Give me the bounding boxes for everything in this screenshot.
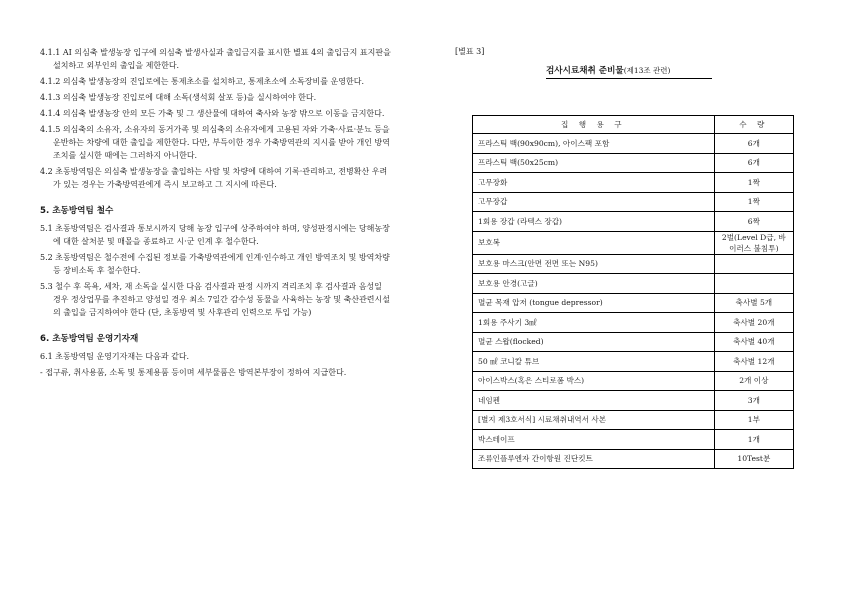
item-cell: 조류인플루엔자 간이항원 진단킷트 [473, 449, 715, 469]
paragraph: 5.2 초동방역팀은 철수전에 수집된 정보를 가축방역관에게 인계·인수하고 개인 방역조치 및 방역차량 등 장비소독 후 철수한다. [40, 253, 390, 275]
item-cell: 보호용 안경(고글) [473, 274, 715, 294]
paragraph: 6.1 초동방역팀 운영기자재는 다음과 같다. [40, 352, 190, 361]
table-caption [546, 64, 670, 76]
item-cell: 보호용 마스크(안면 전면 또는 N95) [473, 254, 715, 274]
paragraph: 5.3 철수 후 목욕, 세차, 재 소독을 실시한 다음 검사결과 판정 시까지 격리조치 후 검사결과 음성일 경우 정상업무를 추진하고 양성일 경우 최소 7일간 감수성 동물을 사육하는 농장 및 축산관련시설의 출입을 금지하여야 한다 (단, 초동방역 및 사후관리 인력으로 투입 가능) [40, 282, 390, 317]
paragraph: - 접구류, 취사용품, 소독 및 통제용품 등이며 세부물품은 방역본부장이 정하여 지급한다. [40, 368, 347, 377]
caption-main: 검사시료채취 준비물 [546, 66, 624, 76]
item-cell: 박스테이프 [473, 430, 715, 450]
qty-cell: 6짝 [714, 212, 793, 232]
qty-cell: 1부 [714, 410, 793, 430]
item-cell: 고무장갑 [473, 192, 715, 212]
qty-cell: 축사별 5개 [714, 293, 793, 313]
qty-cell: 축사별 20개 [714, 313, 793, 333]
item-cell: 프라스틱 백(90x90cm), 아이스팩 포함 [473, 134, 715, 154]
item-cell: 1회용 장갑 (라텍스 장갑) [473, 212, 715, 232]
qty-cell: 1짝 [714, 173, 793, 193]
left-column [40, 46, 392, 382]
qty-cell: 3개 [714, 391, 793, 411]
caption-underline [546, 78, 712, 79]
table-row [473, 332, 794, 352]
qty-cell: 1개 [714, 430, 793, 450]
table-row [473, 254, 794, 274]
supplies-table [472, 115, 794, 469]
item-cell: 고무장화 [473, 173, 715, 193]
paragraph: 5.1 초동방역팀은 검사결과 통보시까지 당해 농장 입구에 상주하여야 하며, 양성판정시에는 당해농장에 대한 살처분 및 매몰을 종료하고 시·군 인계 후 철수한다. [40, 224, 390, 246]
table-row [473, 391, 794, 411]
table-row [473, 410, 794, 430]
qty-cell [714, 274, 793, 294]
qty-cell: 축사별 40개 [714, 332, 793, 352]
header-item: 집 행 용 구 [473, 116, 715, 134]
qty-cell: 1짝 [714, 192, 793, 212]
paragraph: 4.2 초동방역팀은 의심축 발생농장을 출입하는 사람 및 차량에 대하여 기록·관리하고, 전병확산 우려가 있는 경우는 가축방역관에게 즉시 보고하고 그 지시에 따른다. [40, 167, 388, 189]
qty-cell: 10Test분 [714, 449, 793, 469]
annex-label: [별표 3] [455, 47, 485, 56]
table-row [473, 274, 794, 294]
item-cell: 네임펜 [473, 391, 715, 411]
qty-cell: 2개 이상 [714, 371, 793, 391]
qty-cell: 2벌(Level D급, 바이러스 불침투) [714, 231, 793, 254]
paragraph: 4.1.3 의심축 발생농장 진입로에 대해 소독(생석회 살포 등)을 실시하여야 한다. [40, 93, 317, 102]
item-cell: 아이스박스(혹은 스티로폼 박스) [473, 371, 715, 391]
table-row [473, 449, 794, 469]
paragraph: 4.1.4 의심축 발생농장 안의 모든 가축 및 그 생산물에 대하여 축사와 농장 밖으로 이동을 금지한다. [40, 109, 385, 118]
table-row [473, 293, 794, 313]
qty-cell: 6개 [714, 153, 793, 173]
table-row [473, 192, 794, 212]
table-row [473, 212, 794, 232]
qty-cell [714, 254, 793, 274]
header-qty: 수 량 [714, 116, 793, 134]
caption-sub: (제13조 관련) [623, 66, 671, 75]
qty-cell: 축사별 12개 [714, 352, 793, 372]
section-6-title: 6. 초동방역팀 운영기자재 [40, 334, 139, 344]
table-row [473, 153, 794, 173]
item-cell: 프라스틱 백(50x25cm) [473, 153, 715, 173]
item-cell: 보호복 [473, 231, 715, 254]
table-row [473, 352, 794, 372]
right-column [455, 46, 765, 57]
table-row [473, 313, 794, 333]
item-cell: 멸균 목재 압저 (tongue depressor) [473, 293, 715, 313]
table-row [473, 371, 794, 391]
table-row [473, 173, 794, 193]
paragraph: 4.1.1 AI 의심축 발생농장 입구에 의심축 발생사실과 출입금지를 표시한 별표 4의 출입금지 표지판을 설치하고 외부인의 출입을 제한한다. [40, 48, 391, 70]
paragraph: 4.1.5 의심축의 소유자, 소유자의 동거가족 및 의심축의 소유자에게 고용된 자와 가축·사료·분뇨 등을 운반하는 차량에 대한 출입을 제한한다. 다만, 부득이한 경우 가축방역관의 지시를 받아 개인 방역조치를 실시한 때에는 그러하지 아니한다. [40, 125, 390, 160]
item-cell: [별지 제3호서식] 시료채취내역서 사본 [473, 410, 715, 430]
table-row [473, 134, 794, 154]
item-cell: 멸균 스왑(flocked) [473, 332, 715, 352]
table-row [473, 430, 794, 450]
table-row [473, 231, 794, 254]
item-cell: 1회용 주사기 3㎖ [473, 313, 715, 333]
section-5-title: 5. 초동방역팀 철수 [40, 206, 114, 216]
paragraph: 4.1.2 의심축 발생농장의 진입로에는 통제초소를 설치하고, 통제초소에 소독장비를 운영한다. [40, 77, 364, 86]
table-header-row [473, 116, 794, 134]
item-cell: 50 ㎖ 코니칼 튜브 [473, 352, 715, 372]
qty-cell: 6개 [714, 134, 793, 154]
